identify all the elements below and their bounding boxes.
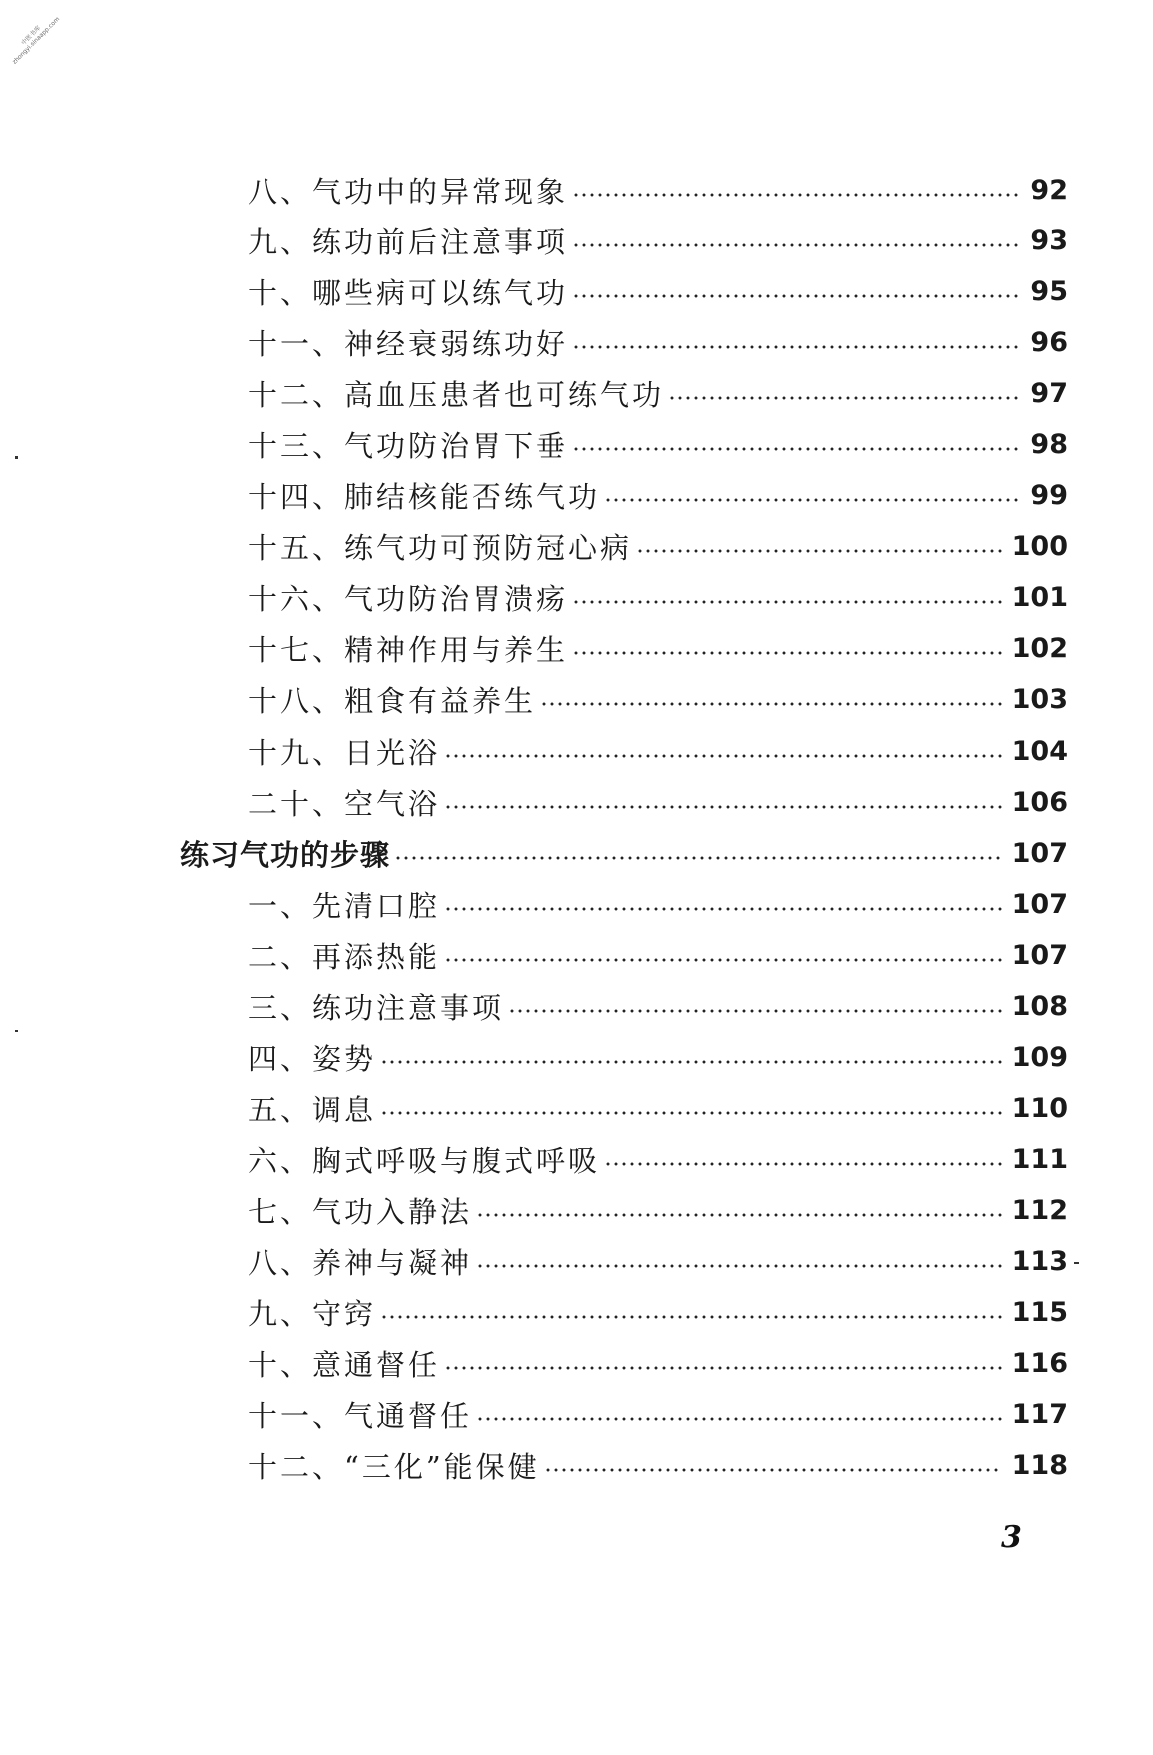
- dot-leader: [444, 907, 1002, 911]
- toc-entry-title: 十、意通督任: [248, 1347, 441, 1382]
- toc-entry-title: 六、胸式呼吸与腹式呼吸: [248, 1143, 601, 1178]
- toc-entry-title: 十七、精神作用与养生: [248, 632, 569, 667]
- toc-entry[interactable]: [248, 475, 1068, 515]
- toc-entry-page: 95: [1030, 275, 1068, 307]
- toc-entry-title: 十二、高血压患者也可练气功: [248, 377, 665, 412]
- toc-entry-page: 106: [1011, 786, 1068, 818]
- dot-leader: [636, 549, 1002, 553]
- toc-entry[interactable]: [248, 373, 1068, 413]
- dot-leader: [380, 1315, 1002, 1319]
- toc-entry-page: 104: [1011, 735, 1068, 767]
- toc-entry-page: 113: [1011, 1245, 1068, 1277]
- toc-entry[interactable]: [248, 1394, 1068, 1434]
- toc-entry[interactable]: [248, 322, 1068, 362]
- dot-leader: [572, 600, 1002, 604]
- toc-entry-title: 十六、气功防治胃溃疡: [248, 581, 569, 616]
- toc-entry-title: 九、守窍: [248, 1296, 377, 1331]
- dot-leader: [572, 651, 1002, 655]
- toc-entry[interactable]: [248, 170, 1068, 210]
- scan-speck: [1074, 1262, 1079, 1264]
- toc-entry-title: 二十、空气浴: [248, 786, 441, 821]
- toc-entry[interactable]: [248, 577, 1068, 617]
- toc-entry-title: 十四、肺结核能否练气功: [248, 479, 601, 514]
- toc-entry[interactable]: [248, 526, 1068, 566]
- dot-leader: [540, 702, 1002, 706]
- toc-entry[interactable]: [248, 1037, 1068, 1077]
- toc-entry-title: 十八、粗食有益养生: [248, 683, 537, 718]
- toc-entry[interactable]: [248, 271, 1068, 311]
- dot-leader: [444, 1366, 1002, 1370]
- dot-leader: [380, 1111, 1002, 1115]
- toc-entry-title: 五、调息: [248, 1092, 377, 1127]
- toc-entry-page: 107: [1011, 939, 1068, 971]
- toc-entry-title: 十一、神经衰弱练功好: [248, 326, 569, 361]
- toc-entry-page: 101: [1011, 581, 1068, 613]
- toc-entry-page: 108: [1011, 990, 1068, 1022]
- toc-entry[interactable]: [248, 1088, 1068, 1128]
- toc-entry-page: 109: [1011, 1041, 1068, 1073]
- dot-leader: [380, 1060, 1002, 1064]
- toc-entry-title: 十、哪些病可以练气功: [248, 275, 569, 310]
- dot-leader: [604, 498, 1018, 502]
- toc-entry-page: 93: [1030, 224, 1068, 256]
- toc-entry-page: 102: [1011, 632, 1068, 664]
- dot-leader: [444, 805, 1002, 809]
- toc-entry-page: 110: [1011, 1092, 1068, 1124]
- toc-entry[interactable]: [248, 1445, 1068, 1485]
- toc-entry-title: 八、养神与凝神: [248, 1245, 473, 1280]
- toc-entry-page: 98: [1030, 428, 1068, 460]
- toc-entry[interactable]: [248, 1241, 1068, 1281]
- dot-leader: [604, 1162, 1002, 1166]
- dot-leader: [476, 1213, 1002, 1217]
- toc-entry-title: 十二、“三化”能保健: [248, 1449, 540, 1484]
- toc-entry-page: 103: [1011, 683, 1068, 715]
- dot-leader: [544, 1468, 1002, 1472]
- toc-entry[interactable]: [248, 628, 1068, 668]
- toc-entry-title: 二、再添热能: [248, 939, 441, 974]
- toc-entry-title: 七、气功入静法: [248, 1194, 473, 1229]
- dot-leader: [444, 754, 1002, 758]
- dot-leader: [508, 1009, 1002, 1013]
- dot-leader: [572, 294, 1018, 298]
- toc-entry[interactable]: [248, 884, 1068, 924]
- toc-entry-title: 十三、气功防治胃下垂: [248, 428, 569, 463]
- toc-entry-page: 118: [1011, 1449, 1068, 1481]
- toc-entry[interactable]: [248, 1343, 1068, 1383]
- toc-entry-page: 92: [1030, 174, 1068, 206]
- toc-entry[interactable]: [248, 679, 1068, 719]
- page-number: 3: [1001, 1520, 1022, 1555]
- dot-leader: [476, 1417, 1002, 1421]
- toc-entry-page: 96: [1030, 326, 1068, 358]
- toc-entry[interactable]: [248, 935, 1068, 975]
- toc-entry-title: 十九、日光浴: [248, 735, 441, 770]
- scan-speck: [15, 456, 18, 459]
- dot-leader: [444, 958, 1002, 962]
- toc-entry-title: 四、姿势: [248, 1041, 377, 1076]
- toc-entry-title: 九、练功前后注意事项: [248, 224, 569, 259]
- dot-leader: [572, 447, 1018, 451]
- toc-section-heading[interactable]: [180, 833, 1068, 873]
- toc-entry[interactable]: [248, 731, 1068, 771]
- toc-entry-title: 八、气功中的异常现象: [248, 174, 569, 209]
- toc-entry-page: 107: [1011, 888, 1068, 920]
- toc-entry[interactable]: [248, 424, 1068, 464]
- dot-leader: [572, 243, 1018, 247]
- toc-entry[interactable]: [248, 782, 1068, 822]
- toc-entry[interactable]: [248, 1190, 1068, 1230]
- toc-entry-title: 三、练功注意事项: [248, 990, 505, 1025]
- dot-leader: [668, 396, 1018, 400]
- toc-entry-page: 112: [1011, 1194, 1068, 1226]
- toc-entry-page: 116: [1011, 1347, 1068, 1379]
- watermark: 中医书库 zhongyi.sinaapp.com: [11, 15, 62, 66]
- toc-entry-page: 111: [1011, 1143, 1068, 1175]
- scan-speck: [15, 1030, 18, 1032]
- toc-entry-page: 99: [1030, 479, 1068, 511]
- dot-leader: [394, 856, 1002, 860]
- dot-leader: [476, 1264, 1002, 1268]
- dot-leader: [572, 193, 1018, 197]
- toc-entry-page: 100: [1011, 530, 1068, 562]
- toc-entry[interactable]: [248, 220, 1068, 260]
- dot-leader: [572, 345, 1018, 349]
- toc-entry[interactable]: [248, 1292, 1068, 1332]
- toc-entry[interactable]: [248, 986, 1068, 1026]
- toc-entry-title: 一、先清口腔: [248, 888, 441, 923]
- toc-entry-page: 107: [1011, 837, 1068, 869]
- toc-entry-page: 115: [1011, 1296, 1068, 1328]
- toc-entry-page: 97: [1030, 377, 1068, 409]
- toc-entry[interactable]: [248, 1139, 1068, 1179]
- toc-entry-title: 十五、练气功可预防冠心病: [248, 530, 633, 565]
- toc-entry-title: 练习气功的步骤: [180, 837, 391, 872]
- toc-entry-page: 117: [1011, 1398, 1068, 1430]
- toc-entry-title: 十一、气通督任: [248, 1398, 473, 1433]
